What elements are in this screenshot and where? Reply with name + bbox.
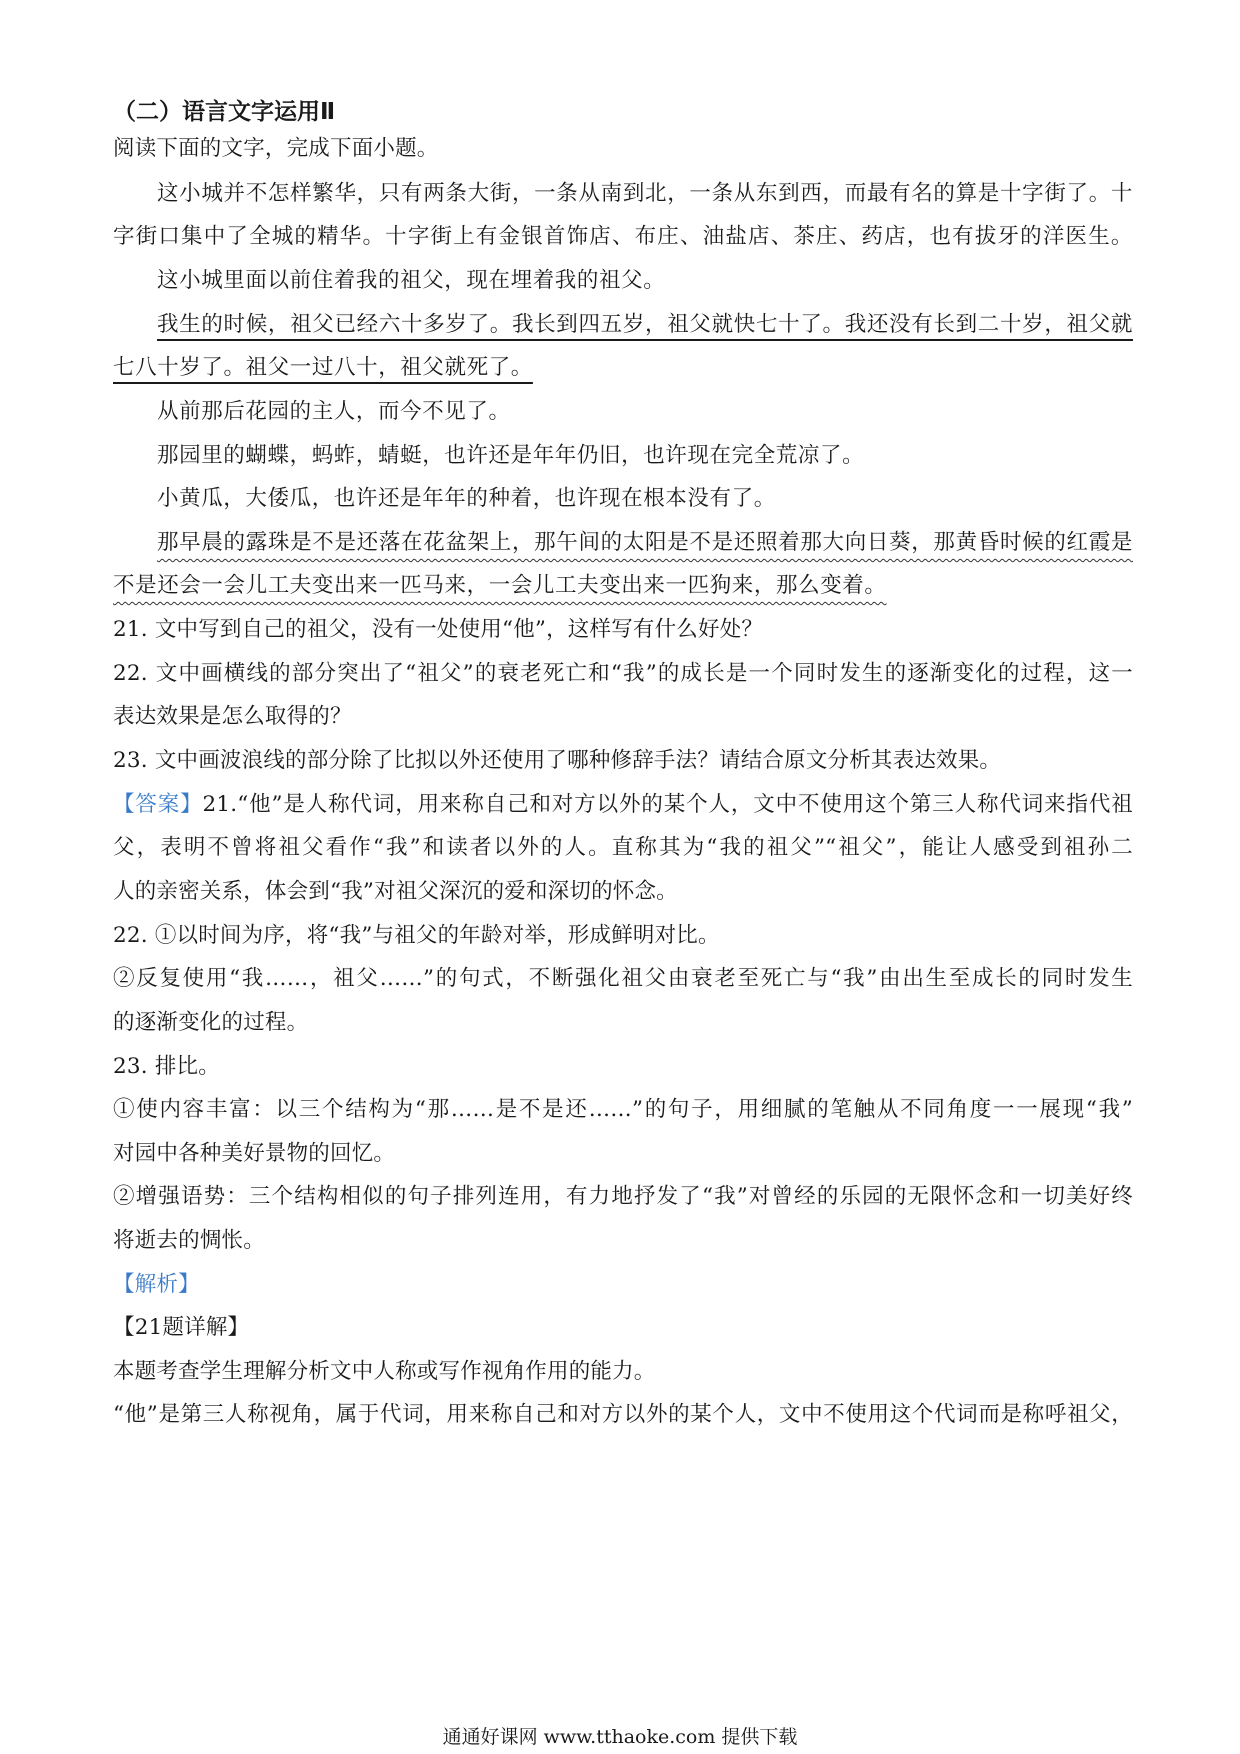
instruction: 阅读下面的文字，完成下面小题。 — [113, 136, 439, 161]
wavy-underlined-text: 不是还会一会儿工夫变出来一匹马来，一会儿工夫变出来一匹狗来，那么变着。 — [113, 573, 887, 598]
passage-underlined-line — [113, 353, 1133, 383]
answer-line: 人的亲密关系，体会到“我”对祖父深沉的爱和深切的怀念。 — [113, 879, 678, 904]
passage-line: 从前那后花园的主人，而今不见了。 — [157, 399, 511, 424]
page-footer: 通通好课网 www.tthaoke.com 提供下载 — [442, 1726, 798, 1748]
passage-wavy-line — [157, 528, 1133, 558]
passage-line: 这小城并不怎样繁华，只有两条大街，一条从南到北，一条从东到西，而最有名的算是十字街了。十 — [157, 181, 1133, 206]
answer-line: 22. ①以时间为序，将“我”与祖父的年龄对举，形成鲜明对比。 — [113, 923, 720, 948]
answer-line: 将逝去的惆怅。 — [113, 1228, 265, 1253]
answer-line: ②增强语势：三个结构相似的句子排列连用，有力地抒发了“我”对曾经的乐园的无限怀念和一切美好终 — [113, 1184, 1133, 1209]
answer-line: 父，表明不曾将祖父看作“我”和读者以外的人。直称其为“我的祖父”“祖父”，能让人感受到祖孙二 — [113, 835, 1133, 860]
wavy-underlined-text: 那早晨的露珠是不是还落在花盆架上，那午间的太阳是不是还照着那大向日葵，那黄昏时候的红霞是 — [157, 530, 1133, 555]
passage-line: 这小城里面以前住着我的祖父，现在埋着我的祖父。 — [157, 268, 666, 293]
passage-underlined-line — [157, 310, 1133, 340]
question-22-cont: 表达效果是怎么取得的？ — [113, 704, 352, 729]
answer-tag: 【答案】 — [113, 792, 203, 817]
underlined-text: 七八十岁了。祖父一过八十，祖父就死了。 — [113, 355, 533, 380]
passage-line: 那园里的蝴蝶，蚂蚱，蜻蜓，也许还是年年仍旧，也许现在完全荒凉了。 — [157, 443, 865, 468]
question-23: 23. 文中画波浪线的部分除了比拟以外还使用了哪种修辞手法？请结合原文分析其表达效果。 — [113, 748, 1002, 773]
underlined-text: 我生的时候，祖父已经六十多岁了。我长到四五岁，祖父就快七十了。我还没有长到二十岁，祖父就 — [157, 312, 1133, 337]
analysis-line: “他”是第三人称视角，属于代词，用来称自己和对方以外的某个人，文中不使用这个代词而是称呼祖父， — [113, 1402, 1133, 1427]
question-22: 22. 文中画横线的部分突出了“祖父”的衰老死亡和“我”的成长是一个同时发生的逐渐变化的过程，这一 — [113, 661, 1133, 686]
answer-line — [113, 790, 1133, 820]
answer-text: 21.“他”是人称代词，用来称自己和对方以外的某个人，文中不使用这个第三人称代词来指代祖 — [202, 792, 1133, 817]
analysis-tag: 【解析】 — [113, 1272, 200, 1297]
section-title: （二）语言文字运用Ⅱ — [113, 99, 336, 125]
analysis-subheading: 【21题详解】 — [113, 1315, 250, 1340]
answer-line: ②反复使用“我……，祖父……”的句式，不断强化祖父由衰老至死亡与“我”由出生至成长的同时发生 — [113, 966, 1133, 991]
analysis-line: 本题考查学生理解分析文中人称或写作视角作用的能力。 — [113, 1359, 656, 1384]
answer-line: 23. 排比。 — [113, 1054, 220, 1079]
passage-line: 字街口集中了全城的精华。十字街上有金银首饰店、布庄、油盐店、茶庄、药店，也有拔牙的洋医生。 — [113, 224, 1133, 249]
answer-line: 对园中各种美好景物的回忆。 — [113, 1141, 396, 1166]
passage-line: 小黄瓜，大倭瓜，也许还是年年的种着，也许现在根本没有了。 — [157, 486, 776, 511]
answer-line: ①使内容丰富：以三个结构为“那……是不是还……”的句子，用细腻的笔触从不同角度一一展现“我” — [113, 1097, 1133, 1122]
passage-wavy-line — [113, 571, 1133, 601]
answer-line: 的逐渐变化的过程。 — [113, 1010, 309, 1035]
question-21: 21. 文中写到自己的祖父，没有一处使用“他”，这样写有什么好处？ — [113, 617, 764, 642]
